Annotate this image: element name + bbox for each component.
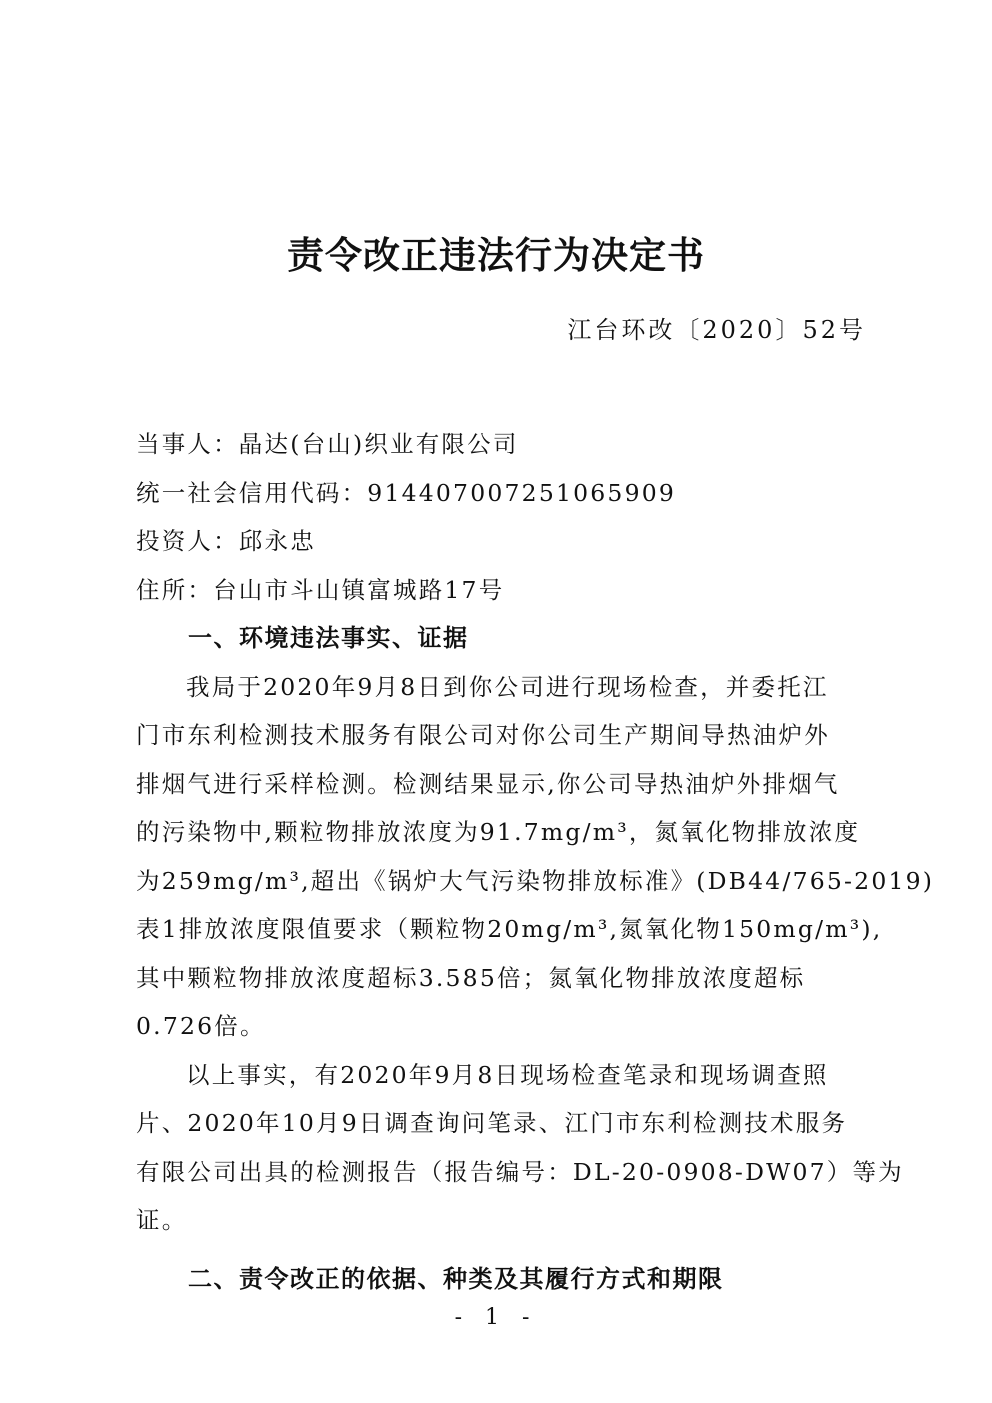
paragraph-line: 有限公司出具的检测报告（报告编号：DL-20-0908-DW07）等为 xyxy=(136,1157,904,1186)
section-1-paragraph-2 xyxy=(136,1051,904,1245)
section-2-heading: 二、责令改正的依据、种类及其履行方式和期限 xyxy=(188,1264,724,1293)
paragraph-line: 其中颗粒物排放浓度超标3.585倍；氮氧化物排放浓度超标 xyxy=(136,963,806,992)
investor: 投资人：邱永忠 xyxy=(136,527,316,555)
paragraph-line: 门市东利检测技术服务有限公司对你公司生产期间导热油炉外 xyxy=(136,721,830,749)
paragraph-line: 片、2020年10月9日调查询问笔录、江门市东利检测技术服务 xyxy=(136,1109,848,1137)
paragraph-line: 0.726倍。 xyxy=(136,1012,266,1040)
paragraph-line: 我局于2020年9月8日到你公司进行现场检查，并委托江 xyxy=(186,672,829,701)
paragraph-line: 的污染物中,颗粒物排放浓度为91.7mg/m³，氮氧化物排放浓度 xyxy=(136,818,861,846)
document-number: 江台环改〔2020〕52号 xyxy=(567,316,866,344)
document-title: 责令改正违法行为决定书 xyxy=(287,234,705,277)
page-number: - 1 - xyxy=(454,1305,538,1330)
credit-code: 统一社会信用代码：914407007251065909 xyxy=(136,478,677,507)
party-name: 当事人：晶达(台山)织业有限公司 xyxy=(136,430,519,458)
section-1-paragraph-1 xyxy=(136,663,935,1051)
spacer xyxy=(136,1245,867,1255)
address: 住所：台山市斗山镇富城路17号 xyxy=(136,575,505,604)
document-body xyxy=(136,420,935,1303)
paragraph-line: 证。 xyxy=(136,1206,188,1234)
section-1-heading: 一、环境违法事实、证据 xyxy=(188,624,469,652)
paragraph-line: 为259mg/m³,超出《锅炉大气污染物排放标准》(DB44/765-2019) xyxy=(136,866,935,895)
paragraph-line: 表1排放浓度限值要求（颗粒物20mg/m³,氮氧化物150mg/m³), xyxy=(136,915,883,943)
paragraph-line: 以上事实，有2020年9月8日现场检查笔录和现场调查照 xyxy=(186,1060,829,1089)
paragraph-line: 排烟气进行采样检测。检测结果显示,你公司导热油炉外排烟气 xyxy=(136,769,840,798)
